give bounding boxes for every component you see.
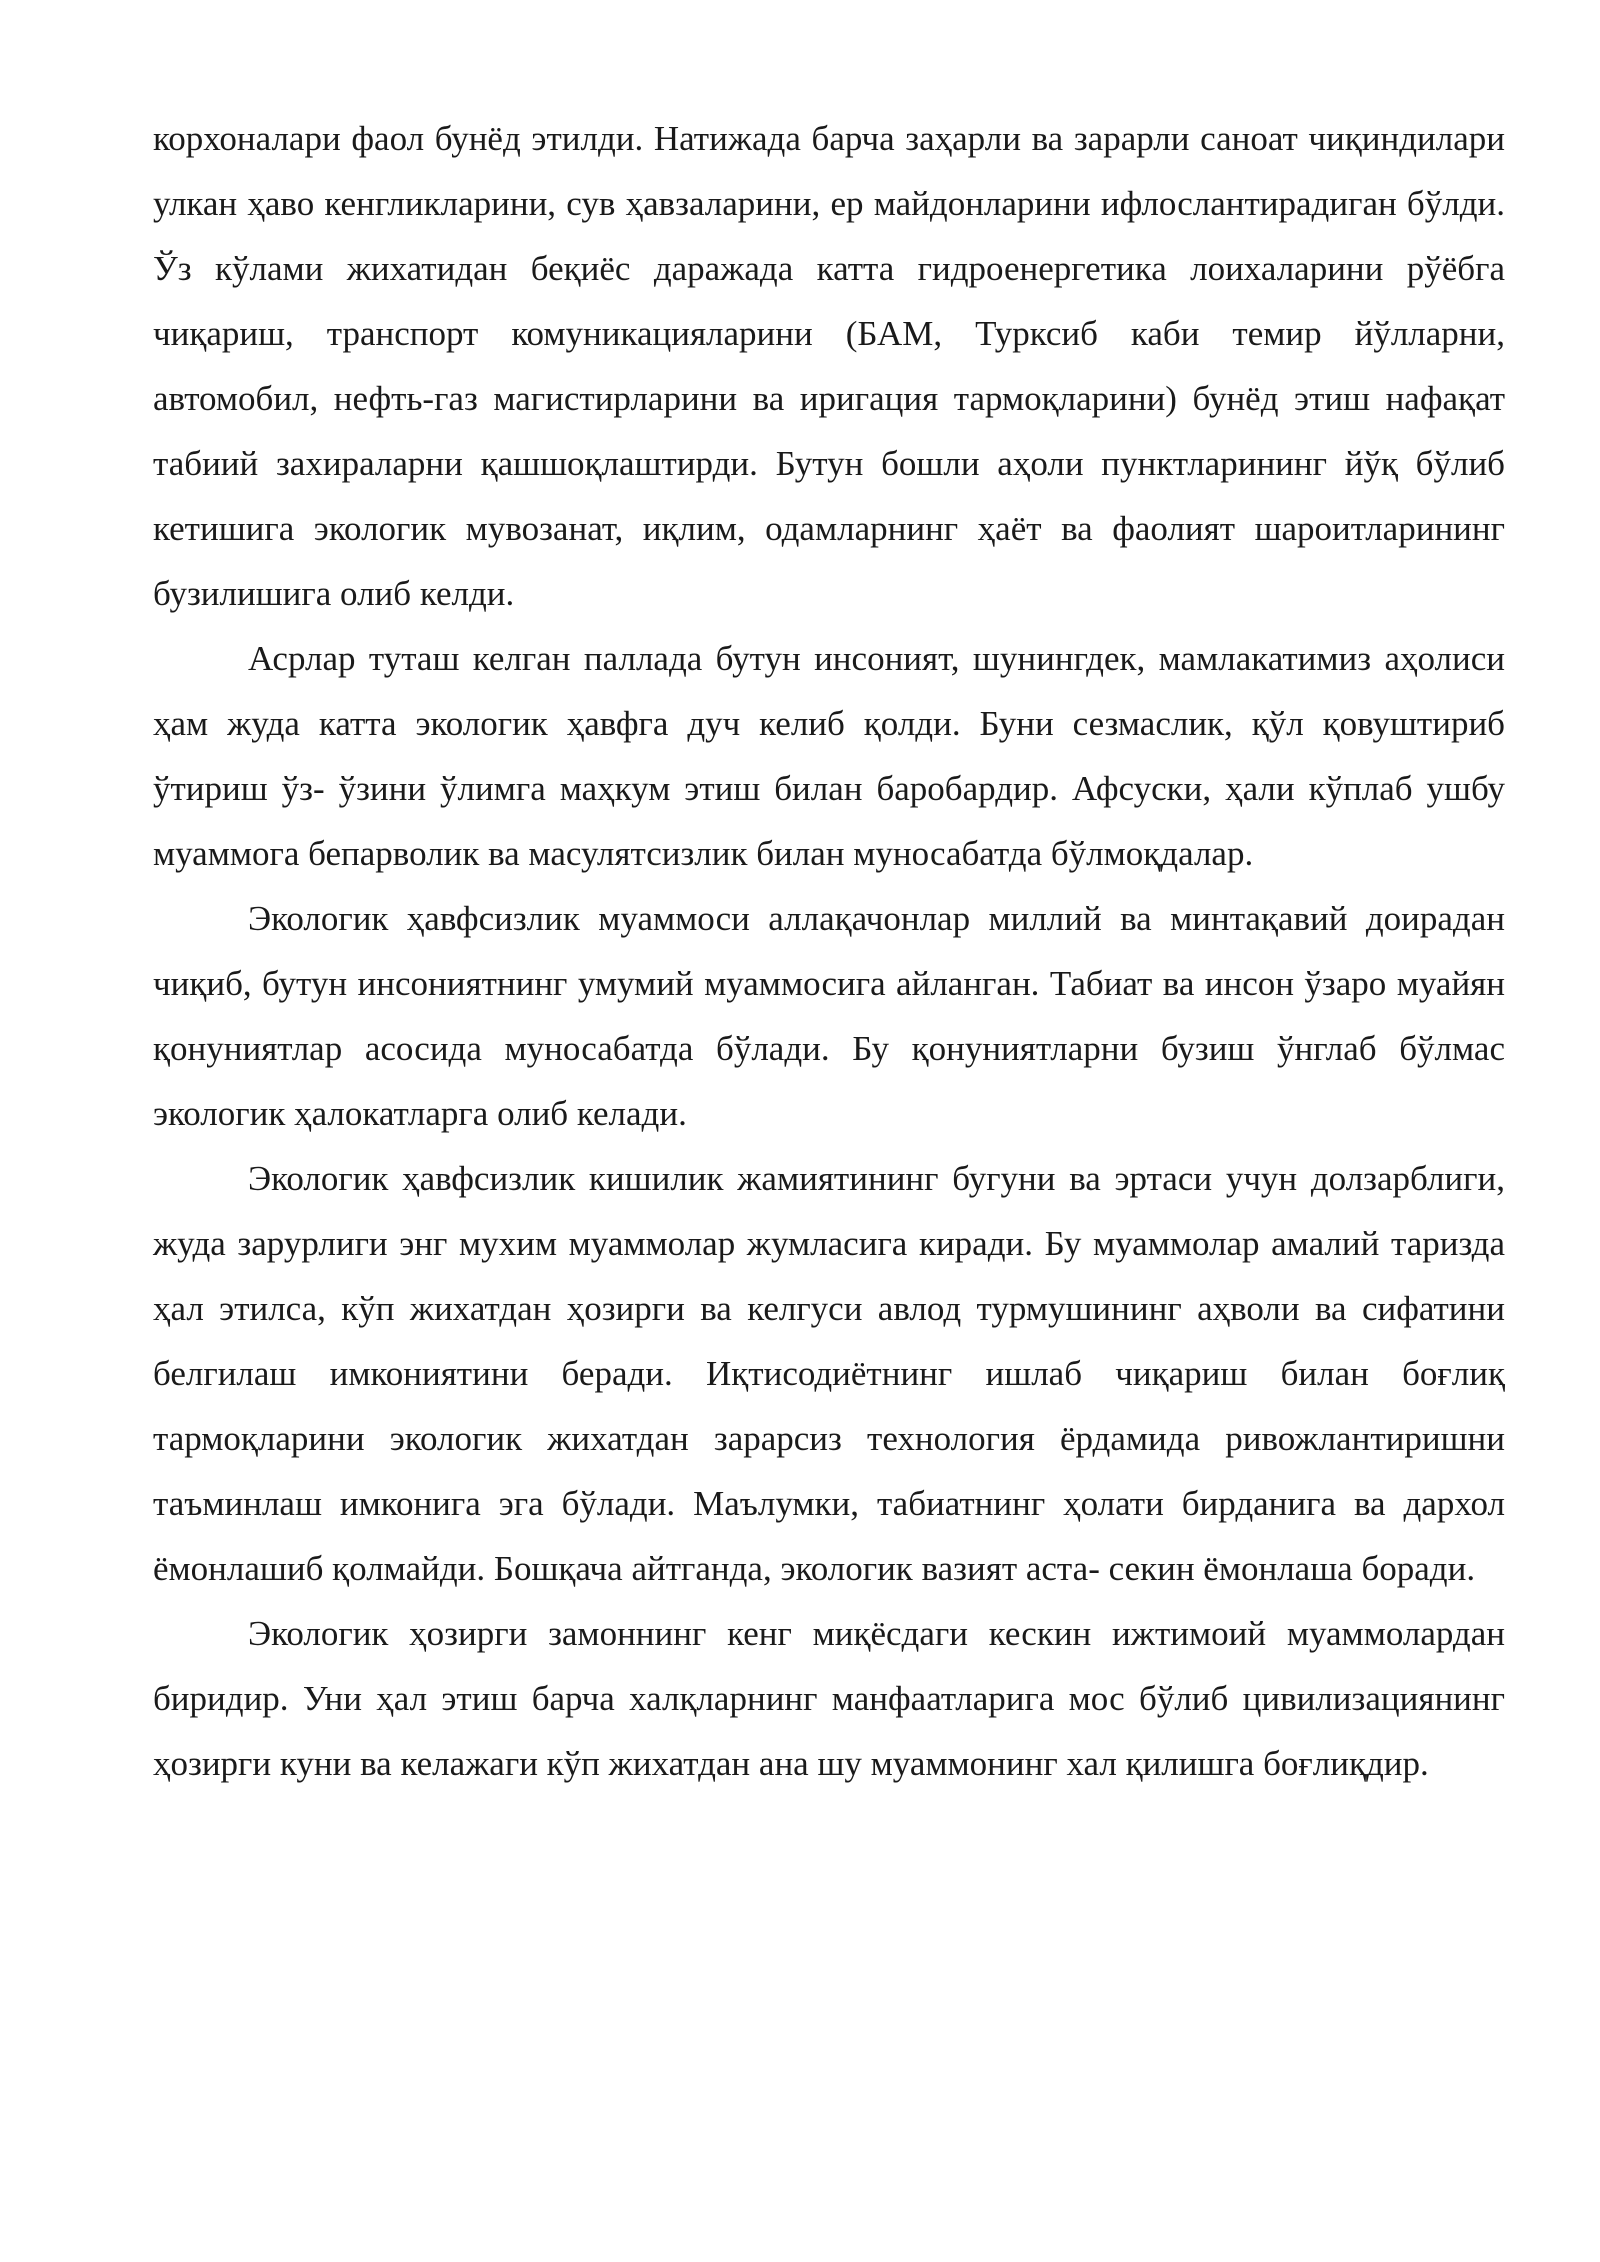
paragraph: Экологик ҳавфсизлик кишилик жамиятининг бугуни ва эртаси учун долзарблиги, жуда зарурлиги энг мухим муаммолар жумласига киради. Бу муаммолар амалий таризда ҳал этилса, кўп жихатдан ҳозирги ва келгуси авлод турмушининг аҳволи ва сифатини белгилаш имкониятини беради. Иқтисодиётнинг ишлаб чиқариш билан боғлиқ тармоқларини экологик жихатдан зарарсиз технология ёрдамида ривожлантиришни таъминлаш имконига эга бўлади. Маълумки, табиатнинг ҳолати бирданига ва дархол ёмонлашиб қолмайди. Бошқача айтганда, экологик вазият аста- секин ёмонлаша боради. [153,1159,1505,1588]
paragraph: Экологик ҳозирги замоннинг кенг миқёсдаги кескин ижтимоий муаммолардан биридир. Уни ҳал этиш барча халқларнинг манфаатларига мос бўлиб цивилизациянинг ҳозирги куни ва келажаги кўп жихатдан ана шу муаммонинг хал қилишга боғлиқдир. [153,1614,1505,1783]
paragraph: Экологик ҳавфсизлик муаммоси аллақачонлар миллий ва минтақавий доирадан чиқиб, бутун инсониятнинг умумий муаммосига айланган. Табиат ва инсон ўзаро муайян қонуниятлар асосида муносабатда бўлади. Бу қонуниятларни бузиш ўнглаб бўлмас экологик ҳалокатларга олиб келади. [153,899,1505,1133]
document-body [153,106,1505,1796]
paragraph-continuation: корхоналари фаол бунёд этилди. Натижада барча заҳарли ва зарарли саноат чиқиндилари улкан ҳаво кенгликларини, сув ҳавзаларини, ер майдонларини ифлослантирадиган бўлди. Ўз кўлами жихатидан беқиёс даражада катта гидроенергетика лоихаларини рўёбга чиқариш, транспорт комуникацияларини (БАМ, Турксиб каби темир йўлларни, автомобил, нефть-газ магистирларини ва иригация тармоқларини) бунёд этиш нафақат табиий захираларни қашшоқлаштирди. Бутун бошли аҳоли пунктларининг йўқ бўлиб кетишига экологик мувозанат, иқлим, одамларнинг ҳаёт ва фаолият шароитларининг бузилишига олиб келди. [153,119,1505,613]
paragraph: Асрлар туташ келган паллада бутун инсоният, шунингдек, мамлакатимиз аҳолиси ҳам жуда катта экологик ҳавфга дуч келиб қолди. Буни сезмаслик, қўл қовуштириб ўтириш ўз- ўзини ўлимга маҳкум этиш билан баробардир. Афсуски, ҳали кўплаб ушбу муаммога бепарволик ва масулятсизлик билан муносабатда бўлмоқдалар. [153,639,1505,873]
